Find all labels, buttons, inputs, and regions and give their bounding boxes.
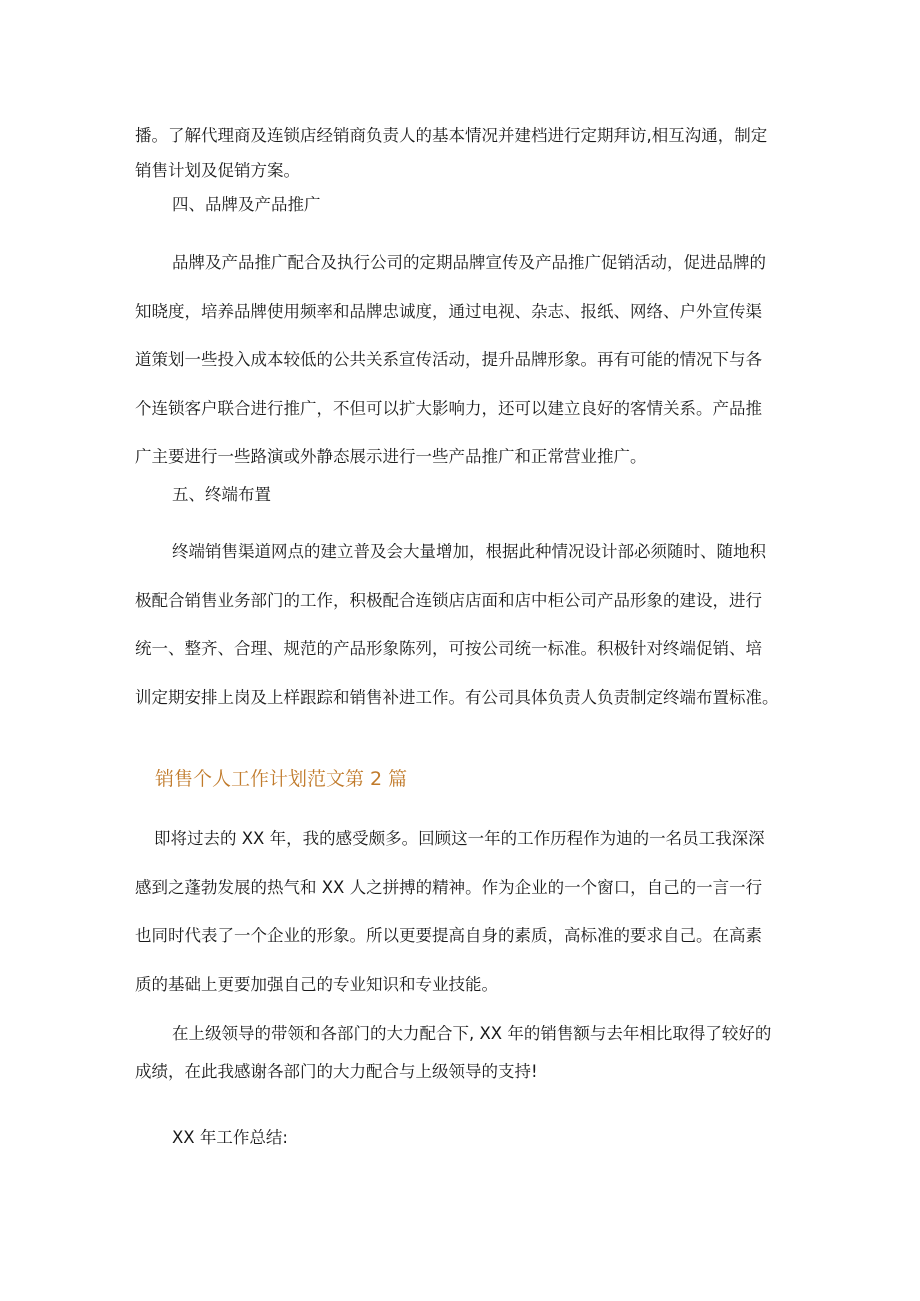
paragraph-line: 播。了解代理商及连锁店经销商负责人的基本情况并建档进行定期拜访,相互沟通，制定 xyxy=(135,126,768,145)
paragraph-line: 训定期安排上岗及上样跟踪和销售补进工作。有公司具体负责人负责制定终端布置标准。 xyxy=(135,687,779,707)
section-heading-terminal-layout: 五、终端布置 xyxy=(172,485,271,504)
paragraph-line: 终端销售渠道网点的建立普及会大量增加，根据此种情况设计部必须随时、随地积 xyxy=(172,542,766,561)
paragraph-continuation xyxy=(135,118,795,188)
paragraph-line: 成绩，在此我感谢各部门的大力配合与上级领导的支持! xyxy=(135,1062,538,1081)
paragraph-line: 感到之蓬勃发展的热气和 XX 人之拼搏的精神。作为企业的一个窗口，自己的一言一行 xyxy=(135,877,763,897)
paragraph-line: 极配合销售业务部门的工作，积极配合连锁店店面和店中柜公司产品形象的建设，进行 xyxy=(135,590,762,610)
paragraph-line: 知晓度，培养品牌使用频率和品牌忠诚度，通过电视、杂志、报纸、网络、户外宣传渠 xyxy=(135,301,762,321)
paragraph-terminal-layout xyxy=(135,528,795,722)
paragraph-line: 在上级领导的带领和各部门的大力配合下, XX 年的销售额与去年相比取得了较好的 xyxy=(172,1024,772,1043)
paragraph-line: 也同时代表了一个企业的形象。所以更要提高自身的素质，高标准的要求自己。在高素 xyxy=(135,926,762,945)
paragraph-line: 质的基础上更要加强自己的专业知识和专业技能。 xyxy=(135,974,498,994)
paragraph-line: 统一、整齐、合理、规范的产品形象陈列，可按公司统一标准。积极针对终端促销、培 xyxy=(135,639,762,658)
section-title: 销售个人工作计划范文第 2 篇 xyxy=(155,768,408,790)
paragraph-brand-promotion xyxy=(135,239,795,482)
paragraph-thanks xyxy=(135,1015,795,1091)
section-heading-brand-promotion: 四、品牌及产品推广 xyxy=(172,195,321,214)
paragraph-line: 广主要进行一些路演或外静态展示进行一些产品推广和正常营业推广。 xyxy=(135,447,647,466)
paragraph-line: 道策划一些投入成本较低的公共关系宣传活动，提升品牌形象。再有可能的情况下与各 xyxy=(135,350,762,369)
paragraph-line: 品牌及产品推广配合及执行公司的定期品牌宣传及产品推广促销活动，促进品牌的 xyxy=(172,253,766,272)
paragraph-line: 销售计划及促销方案。 xyxy=(135,161,300,180)
summary-heading: XX 年工作总结: xyxy=(172,1128,288,1147)
paragraph-line: 个连锁客户联合进行推广，不但可以扩大影响力，还可以建立良好的客情关系。产品推 xyxy=(135,398,762,418)
paragraph-line: 即将过去的 XX 年，我的感受颇多。回顾这一年的工作历程作为迪的一名员工我深深 xyxy=(154,829,765,848)
paragraph-year-review xyxy=(135,815,795,1009)
